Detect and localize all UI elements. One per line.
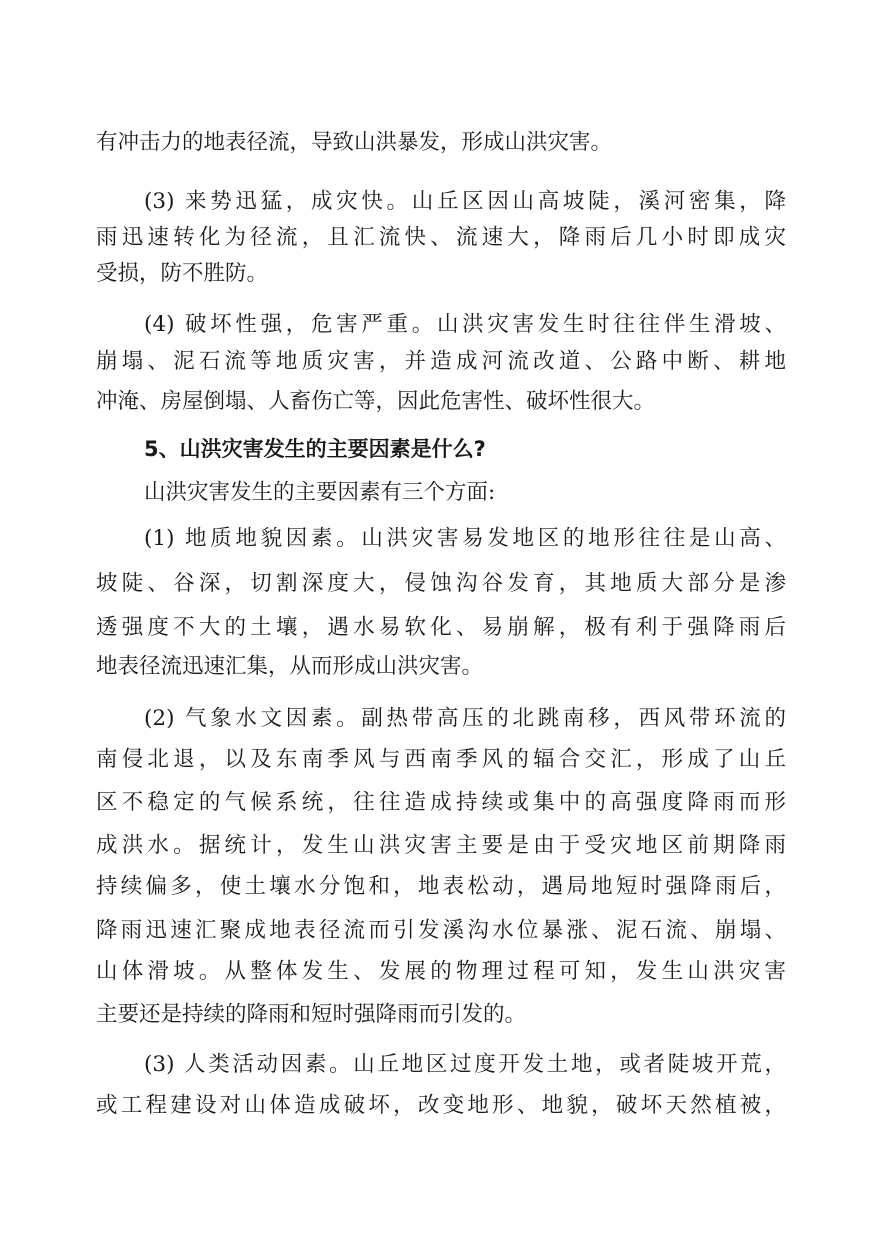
text-line: 透强度不大的土壤，遇水易软化、易崩解，极有利于强降雨后 <box>96 615 786 640</box>
text-line: 成洪水。据统计，发生山洪灾害主要是由于受灾地区前期降雨 <box>96 833 786 858</box>
text-line: 山洪灾害发生的主要因素有三个方面: <box>144 480 496 505</box>
text-line: 或工程建设对山体造成破坏，改变地形、地貌，破坏天然植被， <box>96 1093 786 1118</box>
text-line: (2) 气象水文因素。副热带高压的北跳南移，西风带环流的 <box>144 706 786 731</box>
text-line: 区不稳定的气候系统，往往造成持续或集中的高强度降雨而形 <box>96 790 786 815</box>
text-line: 冲淹、房屋倒塌、人畜伤亡等，因此危害性、破坏性很大。 <box>96 389 656 414</box>
text-line: 崩塌、泥石流等地质灾害，并造成河流改道、公路中断、耕地 <box>96 349 786 374</box>
text-line: (3) 来势迅猛，成灾快。山丘区因山高坡陡，溪河密集，降 <box>144 189 786 214</box>
text-line: (4) 破坏性强，危害严重。山洪灾害发生时往往伴生滑坡、 <box>144 312 786 337</box>
text-line: 持续偏多，使土壤水分饱和，地表松动，遇局地短时强降雨后， <box>96 874 786 899</box>
text-line: 主要还是持续的降雨和短时强降雨而引发的。 <box>96 1002 527 1027</box>
text-line: 南侵北退，以及东南季风与西南季风的辐合交汇，形成了山丘 <box>96 747 786 772</box>
text-line: 雨迅速转化为径流，且汇流快、流速大，降雨后几小时即成灾 <box>96 225 786 250</box>
text-line: 山体滑坡。从整体发生、发展的物理过程可知，发生山洪灾害 <box>96 959 786 984</box>
section-heading: 5、山洪灾害发生的主要因素是什么? <box>144 437 486 461</box>
text-line: 降雨迅速汇聚成地表径流而引发溪沟水位暴涨、泥石流、崩塌、 <box>96 918 786 943</box>
text-line: 有冲击力的地表径流，导致山洪暴发，形成山洪灾害。 <box>96 130 613 155</box>
text-line: (1) 地质地貌因素。山洪灾害易发地区的地形往往是山高、 <box>144 526 786 551</box>
text-line: 受损，防不胜防。 <box>96 261 269 286</box>
text-line: (3) 人类活动因素。山丘地区过度开发土地，或者陡坡开荒， <box>144 1052 786 1077</box>
text-line: 地表径流迅速汇集，从而形成山洪灾害。 <box>96 654 484 679</box>
text-line: 坡陡、谷深，切割深度大，侵蚀沟谷发育，其地质大部分是渗 <box>96 571 786 596</box>
